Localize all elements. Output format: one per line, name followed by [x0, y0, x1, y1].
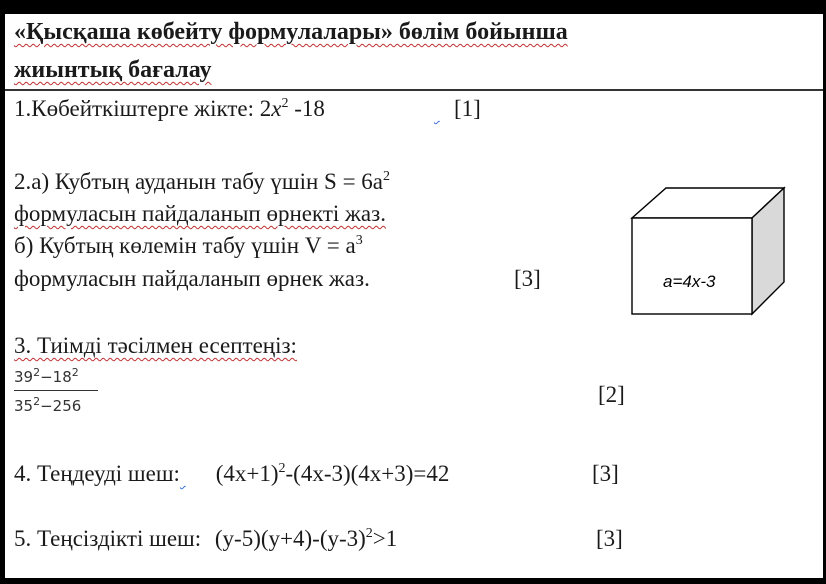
- task2-line-b1-text: б) Кубтың көлемін табу үшін V = a: [14, 233, 356, 258]
- task5-eq-exp: 2: [365, 526, 373, 541]
- num-b: 18: [52, 368, 72, 386]
- task4-eq-exp: 2: [278, 461, 286, 476]
- fraction-denominator: [14, 397, 98, 415]
- task1-mark-spacer: [434, 95, 454, 123]
- task2-line-b2: [14, 265, 370, 293]
- task2-mark: [514, 265, 541, 293]
- task3-text: 3. Тиімді тәсілмен есептеңіз:: [14, 333, 297, 358]
- task1-text: 1.Көбейткіштерге жікте: 2: [14, 96, 272, 121]
- task4-eq-part2: -(4x-3)(4x+3)=42: [285, 461, 450, 486]
- task3-mark: [598, 381, 625, 409]
- task1-prompt: [14, 95, 325, 123]
- task2-mark-text: [3]: [514, 266, 541, 291]
- den-minus: −: [40, 397, 53, 415]
- task1-var: x: [271, 96, 282, 121]
- task2-line-a1-text: 2.а) Кубтың ауданын табу үшін S = 6a: [14, 169, 384, 194]
- num-a-exp: 2: [33, 366, 41, 379]
- task4-label: 4. Теңдеуді шеш:: [14, 461, 180, 486]
- task4-blank: [180, 460, 202, 488]
- task4-mark-text: [3]: [592, 461, 619, 486]
- task2-line-a2-text: формуласын пайдаланып өрнекті жаз.: [14, 201, 386, 226]
- task1-mark: [434, 95, 481, 123]
- table-border-bottom: [0, 579, 826, 584]
- task2-line-b1: [14, 232, 363, 260]
- task5-eq-part1: (y-5)(y+4)-(y-3): [214, 526, 366, 551]
- num-a: 39: [14, 368, 34, 386]
- cube-label: a=4x-3: [663, 272, 716, 291]
- task5-line: [14, 525, 397, 553]
- title-text-line1: «Қысқаша көбейту формулалары» бөлім бойынша: [14, 19, 568, 45]
- task1-exp: 2: [281, 96, 289, 111]
- cube-front-face: [632, 218, 752, 314]
- task4-eq: [216, 461, 450, 486]
- task1-rest: -18: [288, 96, 325, 121]
- task3-prompt: [14, 332, 297, 360]
- header-divider: [5, 89, 823, 91]
- task4-line: [14, 460, 449, 488]
- num-minus: −: [40, 368, 53, 386]
- task2-line-b2-text: формуласын пайдаланып өрнек жаз.: [14, 266, 370, 291]
- cube-figure: [630, 186, 786, 318]
- fraction-numerator: [14, 368, 98, 388]
- page-title-line1: [14, 18, 568, 46]
- den-a-exp: 2: [33, 395, 41, 408]
- den-b: 256: [52, 397, 82, 415]
- task5-mark: [596, 525, 623, 553]
- page-title-line2: [14, 56, 212, 84]
- num-b-exp: 2: [71, 366, 79, 379]
- task5-mark-text: [3]: [596, 526, 623, 551]
- task3-mark-text: [2]: [598, 382, 625, 407]
- table-border-left: [0, 14, 5, 580]
- task4-eq-part1: (4x+1): [215, 461, 279, 486]
- task1-mark-text: [1]: [454, 96, 481, 121]
- title-text-line2: жиынтық бағалау: [14, 57, 212, 83]
- task5-eq-part2: >1: [372, 526, 398, 551]
- task2-line-a2: [14, 200, 386, 228]
- task5-label: 5. Теңсіздікті шеш:: [14, 526, 202, 551]
- task2-line-a1-exp: 2: [383, 169, 391, 184]
- den-a: 35: [14, 397, 34, 415]
- task4-mark: [592, 460, 619, 488]
- task5-eq: [215, 526, 397, 551]
- task2-line-b1-exp: 3: [355, 233, 363, 248]
- task2-line-a1: [14, 168, 390, 196]
- task3-fraction: [14, 368, 98, 415]
- fraction-bar: [14, 390, 98, 391]
